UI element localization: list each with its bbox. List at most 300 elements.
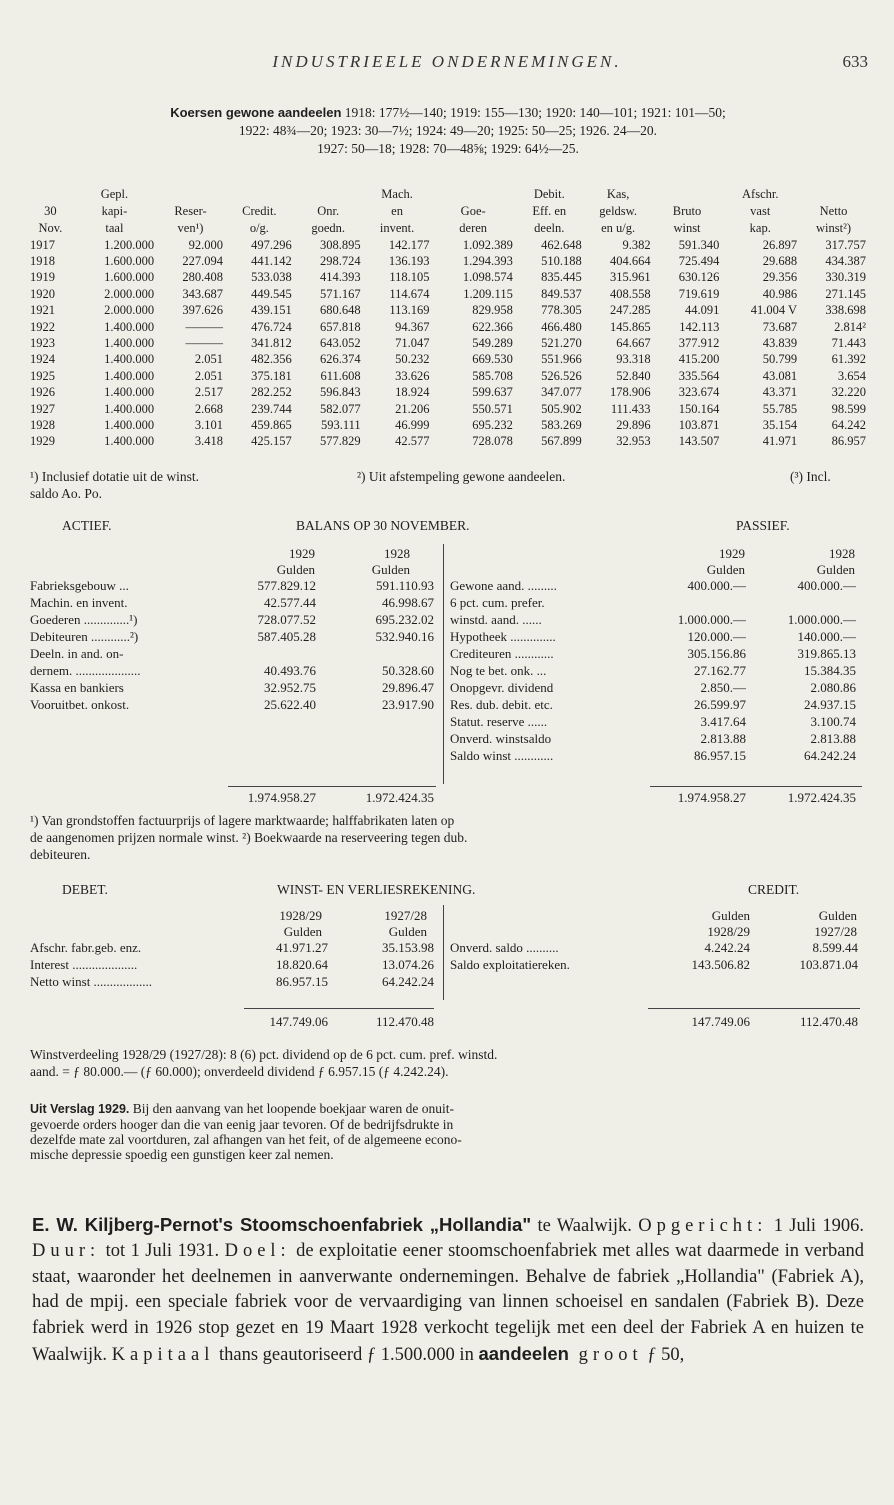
- table-cell: 43.081: [762, 368, 798, 383]
- table-cell: [225, 186, 294, 203]
- wv-debet-title: DEBET.: [62, 882, 108, 897]
- balans-note-1: ¹) Van grondstoffen factuurprijs of lagere marktwaarde; halffabrikaten laten op: [30, 813, 455, 828]
- table-cell: 462.648: [541, 237, 582, 252]
- table-row: [28, 401, 868, 417]
- table-cell: 145.865: [609, 319, 651, 334]
- table-cell: 18.924: [395, 385, 430, 400]
- table-cell: 73.687: [762, 319, 798, 334]
- balans-year-1-right: 1929: [719, 546, 745, 561]
- list-item-value: 32.952.75: [264, 680, 316, 695]
- table-cell: 50.232: [395, 352, 430, 367]
- table-cell: 1924: [30, 352, 55, 367]
- table-cell: 29.896: [616, 417, 651, 432]
- table-cell: 1929: [30, 434, 55, 449]
- balans-total-rule-left: [228, 786, 436, 787]
- table-cell: 375.181: [251, 368, 292, 383]
- list-item-label: winstd. aand. ......: [450, 612, 542, 627]
- table-cell: 50.799: [762, 352, 798, 367]
- table-cell: 98.599: [831, 401, 866, 416]
- table-cell: 593.111: [320, 417, 361, 432]
- main-financial-table: [28, 186, 868, 450]
- table-cell: 695.232: [472, 417, 513, 432]
- table-cell: 521.270: [541, 336, 582, 351]
- table-cell: 280.408: [182, 270, 223, 285]
- table-cell: 44.091: [685, 303, 720, 318]
- table-cell: 1.400.000: [104, 352, 155, 367]
- list-item-label: Netto winst ..................: [30, 974, 153, 989]
- table-row: [28, 253, 868, 269]
- wv-year-1-right: 1928/29: [707, 924, 750, 939]
- table-row: [28, 237, 868, 253]
- table-cell: 1.400.000: [104, 319, 155, 334]
- table-cell: 1.400.000: [104, 336, 155, 351]
- groot-value: ƒ 50,: [642, 1345, 685, 1366]
- company-paragraph: [32, 1212, 864, 1368]
- list-item-value: 40.493.76: [264, 663, 316, 678]
- list-item-label: Onverd. winstsaldo: [450, 731, 552, 746]
- table-cell: 3.654: [837, 368, 866, 383]
- table-cell: [432, 186, 515, 203]
- wv-year-2-right: 1927/28: [814, 924, 857, 939]
- table-cell: Debit.: [533, 187, 565, 201]
- table-cell: 32.220: [831, 385, 866, 400]
- table-cell: 42.577: [395, 434, 430, 449]
- table-cell: 1925: [30, 368, 55, 383]
- table-cell: 728.078: [472, 434, 513, 449]
- table-cell: 567.899: [541, 434, 582, 449]
- table-cell: 643.052: [320, 336, 361, 351]
- table-row: [28, 270, 868, 286]
- table-cell: 43.371: [762, 385, 798, 400]
- verslag-line1: Bij den aanvang van het loopende boekjaar waren de onuit-: [129, 1101, 455, 1116]
- list-item-label: Afschr. fabr.geb. enz.: [30, 940, 142, 955]
- table-cell: 282.252: [251, 385, 292, 400]
- table-cell: 338.698: [825, 303, 866, 318]
- wv-total-right-1: 147.749.06: [691, 1014, 750, 1029]
- table-cell: 551.966: [541, 352, 582, 367]
- list-item-value: 15.384.35: [804, 663, 856, 678]
- list-item-label: Goederen ..............¹): [30, 612, 138, 627]
- list-item-value: 2.850.—: [700, 680, 746, 695]
- verslag-line4: mische depressie spoedig een gunstigen keer zal nemen.: [30, 1147, 334, 1162]
- table-cell: 439.151: [251, 303, 292, 318]
- table-cell: 52.840: [616, 368, 651, 383]
- list-item-label: Onverd. saldo ..........: [450, 940, 559, 955]
- table-cell: 1.600.000: [104, 270, 155, 285]
- table-cell: 41.004 V: [750, 303, 798, 318]
- verslag-paragraph: [30, 1101, 866, 1162]
- table-cell: 2.051: [194, 368, 223, 383]
- table-cell: Onr.: [317, 204, 340, 218]
- table-cell: 247.285: [609, 303, 651, 318]
- list-item-value: 35.153.98: [382, 940, 434, 955]
- table-cell: Eff. en: [532, 204, 567, 218]
- balans-year-2-right: 1928: [829, 546, 855, 561]
- wv-credit-title: CREDIT.: [748, 882, 800, 897]
- opgericht-label: Opgericht:: [638, 1216, 768, 1236]
- table-cell: 2.000.000: [104, 286, 155, 301]
- table-cell: Gepl.: [100, 187, 129, 201]
- duur-value: tot 1 Juli 1931.: [100, 1241, 225, 1262]
- list-item-label: Res. dub. debit. etc.: [450, 697, 553, 712]
- table-cell: 657.818: [320, 319, 361, 334]
- wv-unit-2-left: Gulden: [388, 924, 427, 939]
- list-item-value: 3.100.74: [810, 714, 856, 729]
- balans-passief-title: PASSIEF.: [736, 518, 790, 533]
- winstverdeeling-line2: aand. = ƒ 80.000.— (ƒ 60.000); onverdeeld dividend ƒ 6.957.15 (ƒ 4.242.24).: [30, 1064, 449, 1079]
- list-item-value: 1.000.000.—: [677, 612, 746, 627]
- table-cell: 317.757: [825, 237, 866, 252]
- table-cell: 94.367: [395, 319, 430, 334]
- footnote-b: ²) Uit afstempeling gewone aandeelen.: [357, 469, 566, 484]
- table-cell: 449.545: [251, 286, 292, 301]
- table-cell: 1919: [30, 270, 55, 285]
- table-cell: 227.094: [182, 254, 223, 269]
- table-cell: Afschr.: [742, 187, 779, 201]
- table-cell: 476.724: [251, 319, 292, 334]
- table-cell: 315.961: [609, 270, 651, 285]
- table-cell: 1.098.574: [462, 270, 513, 285]
- table-cell: 93.318: [616, 352, 651, 367]
- table-cell: 103.871: [678, 417, 720, 432]
- table-cell: 29.688: [762, 254, 798, 269]
- list-item-label: Deeln. in and. on-: [30, 646, 124, 661]
- list-item-value: 29.896.47: [382, 680, 434, 695]
- table-cell: winst: [673, 221, 701, 235]
- wv-title: WINST- EN VERLIESREKENING.: [277, 882, 476, 897]
- table-cell: 425.157: [251, 434, 292, 449]
- table-cell: Mach.: [381, 187, 413, 201]
- table-cell: 150.164: [678, 401, 720, 416]
- page-number: 633: [842, 52, 868, 71]
- table-cell: 178.906: [609, 385, 651, 400]
- koersen-line2: 1922: 48¾—20; 1923: 30—7½; 1924: 49—20; 1925: 50—25; 1926. 24—20.: [238, 123, 658, 138]
- balans-total-right-1: 1.974.958.27: [677, 790, 746, 805]
- verslag-label: Uit Verslag 1929.: [30, 1102, 130, 1116]
- table-cell: en: [391, 204, 403, 218]
- table-cell: 408.558: [609, 286, 651, 301]
- table-cell: 1.400.000: [104, 385, 155, 400]
- table-cell: 64.242: [831, 417, 866, 432]
- table-cell: [294, 186, 363, 203]
- list-item-value: 2.080.86: [810, 680, 856, 695]
- list-item-label: Statut. reserve ......: [450, 714, 548, 729]
- verslag-line3: dezelfde mate zal voortduren, zal afhangen van het feit, of de algemeene econo-: [30, 1132, 462, 1147]
- table-cell: 397.626: [182, 303, 223, 318]
- koersen-line3: 1927: 50—18; 1928: 70—48⅝; 1929: 64½—25.: [317, 141, 579, 156]
- table-cell: deren: [459, 221, 488, 235]
- table-row: [28, 286, 868, 302]
- list-item-label: Gewone aand. .........: [450, 578, 557, 593]
- table-cell: 29.356: [762, 270, 798, 285]
- table-cell: 92.000: [188, 237, 223, 252]
- table-cell: 142.113: [679, 319, 720, 334]
- table-cell: [28, 186, 73, 203]
- table-cell: 1926: [30, 385, 55, 400]
- balans-total-rule-right: [650, 786, 862, 787]
- list-item-label: Hypotheek ..............: [450, 629, 556, 644]
- table-cell: 21.206: [395, 401, 430, 416]
- table-cell: 441.142: [251, 254, 292, 269]
- list-item-value: 140.000.—: [797, 629, 856, 644]
- table-cell: 725.494: [678, 254, 720, 269]
- table-cell: 415.200: [678, 352, 720, 367]
- table-row: [28, 352, 868, 368]
- table-cell: 1923: [30, 336, 55, 351]
- table-cell: [799, 186, 868, 203]
- list-item-value: 319.865.13: [797, 646, 856, 661]
- table-cell: 40.986: [762, 286, 798, 301]
- table-cell: 2.051: [194, 352, 223, 367]
- table-cell: 113.169: [389, 303, 430, 318]
- list-item-value: 400.000.—: [687, 578, 746, 593]
- list-item-value: 728.077.52: [257, 612, 316, 627]
- table-cell: 298.724: [320, 254, 361, 269]
- table-cell: Nov.: [38, 221, 63, 235]
- table-cell: 533.038: [251, 270, 292, 285]
- table-cell: 622.366: [472, 319, 513, 334]
- table-cell: 1928: [30, 417, 55, 432]
- table-cell: 26.897: [762, 237, 798, 252]
- table-cell: [653, 186, 722, 203]
- table-cell: 3.101: [194, 417, 223, 432]
- table-cell: 596.843: [320, 385, 361, 400]
- table-cell: 41.971: [762, 434, 798, 449]
- list-item-value: 8.599.44: [812, 940, 858, 955]
- table-cell: 347.077: [541, 385, 582, 400]
- list-item-label: dernem. ....................: [30, 663, 141, 678]
- balans-note-2: de aangenomen prijzen normale winst. ²) Boekwaarde na reserveering tegen dub.: [30, 830, 468, 845]
- table-cell: 2.814²: [834, 319, 866, 334]
- table-cell: 1.200.000: [104, 237, 155, 252]
- table-cell: 61.392: [831, 352, 866, 367]
- table-cell: 1927: [30, 401, 55, 416]
- table-cell: 835.445: [541, 270, 582, 285]
- table-cell: 1.209.115: [463, 286, 513, 301]
- groot-label: groot: [568, 1345, 643, 1366]
- list-item-label: 6 pct. cum. prefer.: [450, 595, 545, 610]
- table-cell: 330.319: [825, 270, 866, 285]
- table-row: [28, 303, 868, 319]
- verslag-line2: gevoerde orders hooger dan die van eenig jaar tevoren. Of de bedrijfsdrukte in: [30, 1117, 454, 1132]
- wv-unit-1-left: Gulden: [283, 924, 322, 939]
- list-item-value: 41.971.27: [276, 940, 328, 955]
- table-cell: 71.047: [395, 336, 430, 351]
- balans-total-left-1: 1.974.958.27: [247, 790, 316, 805]
- table-cell: 1922: [30, 319, 55, 334]
- list-item-label: Saldo exploitatiereken.: [450, 957, 570, 972]
- list-item-label: Fabrieksgebouw ...: [30, 578, 129, 593]
- table-cell: 1.400.000: [104, 401, 155, 416]
- table-cell: en u/g.: [601, 221, 636, 235]
- list-item-value: 26.599.97: [694, 697, 746, 712]
- table-cell: o/g.: [249, 221, 269, 235]
- koersen-block: [30, 104, 866, 158]
- table-cell: 1.294.393: [462, 254, 513, 269]
- table-cell: 434.387: [825, 254, 866, 269]
- table-cell: 404.664: [609, 254, 651, 269]
- list-item-value: 25.622.40: [264, 697, 316, 712]
- table-cell: vast: [750, 204, 771, 218]
- opgericht-value: 1 Juli 1906.: [767, 1216, 864, 1236]
- wv-unit-2-right: Gulden: [818, 908, 857, 923]
- table-cell: 505.902: [541, 401, 582, 416]
- koersen-label: Koersen gewone aandeelen: [170, 105, 342, 120]
- wv-unit-1-right: Gulden: [711, 908, 750, 923]
- balans-unit-2-right: Gulden: [816, 562, 855, 577]
- wv-total-rule-left: [244, 1008, 434, 1009]
- table-cell: 459.865: [251, 417, 292, 432]
- table-cell: Bruto: [672, 204, 702, 218]
- balans-year-2-left: 1928: [384, 546, 410, 561]
- table-cell: 9.382: [622, 237, 651, 252]
- list-item-label: Vooruitbet. onkost.: [30, 697, 130, 712]
- list-item-value: 27.162.77: [694, 663, 746, 678]
- table-row: [28, 368, 868, 384]
- table-cell: 549.289: [472, 336, 513, 351]
- koersen-line1: 1918: 177½—140; 1919: 155—130; 1920: 140—101; 1921: 101—50;: [341, 105, 726, 120]
- table-header-row: [28, 186, 868, 203]
- table-cell: 239.744: [251, 401, 292, 416]
- winstverdeeling-line1: Winstverdeeling 1928/29 (1927/28): 8 (6) pct. dividend op de 6 pct. cum. pref. winstd.: [30, 1047, 498, 1062]
- balans-note-3: debiteuren.: [30, 847, 91, 862]
- table-cell: 1921: [30, 303, 55, 318]
- table-cell: Credit.: [242, 204, 277, 218]
- table-cell: Netto: [819, 204, 848, 218]
- table-cell: 585.708: [472, 368, 513, 383]
- table-row: [28, 434, 868, 450]
- balans-year-1-left: 1929: [289, 546, 315, 561]
- duur-label: Duur:: [32, 1241, 101, 1262]
- table-cell: 414.393: [320, 270, 361, 285]
- table-cell: 719.619: [678, 286, 720, 301]
- table-row: [28, 319, 868, 335]
- wv-total-left-2: 112.470.48: [375, 1014, 434, 1029]
- table-cell: 114.674: [389, 286, 430, 301]
- table-cell: 142.177: [388, 237, 430, 252]
- table-cell: 323.674: [678, 385, 720, 400]
- list-item-label: Nog te bet. onk. ...: [450, 663, 547, 678]
- table-cell: 669.530: [472, 352, 513, 367]
- list-item-value: 2.813.88: [810, 731, 856, 746]
- footnote-d: saldo Ao. Po.: [30, 486, 103, 501]
- table-cell: 599.637: [472, 385, 513, 400]
- table-cell: 86.957: [831, 434, 866, 449]
- doel-label: Doel:: [224, 1241, 291, 1262]
- table-cell: 2.517: [194, 385, 223, 400]
- balans-unit-2-left: Gulden: [371, 562, 410, 577]
- table-cell: 308.895: [320, 237, 361, 252]
- table-cell: 778.305: [541, 303, 582, 318]
- table-cell: 510.188: [541, 254, 582, 269]
- list-item-label: Saldo winst ............: [450, 748, 554, 763]
- table-cell: 1.600.000: [104, 254, 155, 269]
- table-cell: winst²): [816, 221, 852, 235]
- table-cell: ———: [185, 319, 223, 334]
- table-cell: taal: [105, 221, 124, 235]
- list-item-value: 400.000.—: [797, 578, 856, 593]
- table-cell: 64.667: [616, 336, 651, 351]
- table-row: [28, 385, 868, 401]
- wv-total-rule-right: [648, 1008, 860, 1009]
- list-item-value: 86.957.15: [694, 748, 746, 763]
- list-item-value: 143.506.82: [691, 957, 750, 972]
- table-cell: 32.953: [616, 434, 651, 449]
- table-cell: 2.000.000: [104, 303, 155, 318]
- list-item-value: 64.242.24: [804, 748, 856, 763]
- table-cell: 341.812: [251, 336, 292, 351]
- table-cell: 526.526: [541, 368, 582, 383]
- table-cell: 33.626: [395, 368, 430, 383]
- wv-total-left-1: 147.749.06: [269, 1014, 328, 1029]
- table-cell: 43.839: [762, 336, 798, 351]
- balans-title: BALANS OP 30 NOVEMBER.: [296, 518, 470, 533]
- table-cell: 497.296: [251, 237, 292, 252]
- table-cell: 1917: [30, 237, 55, 252]
- table-cell: 680.648: [320, 303, 361, 318]
- table-cell: 1918: [30, 254, 55, 269]
- table-cell: kapi-: [101, 204, 128, 218]
- table-cell: 71.443: [831, 336, 866, 351]
- table-header-row: [28, 220, 868, 237]
- list-item-value: 24.937.15: [804, 697, 856, 712]
- list-item-value: 18.820.64: [276, 957, 328, 972]
- table-cell: 1.400.000: [104, 368, 155, 383]
- list-item-value: 577.829.12: [257, 578, 316, 593]
- company-location: te Waalwijk.: [531, 1216, 639, 1236]
- table-row: [28, 417, 868, 433]
- wv-year-2-left: 1927/28: [384, 908, 427, 923]
- footnote-a: ¹) Inclusief dotatie uit de winst.: [30, 469, 200, 484]
- table-header-row: [28, 203, 868, 220]
- table-cell: 829.958: [472, 303, 513, 318]
- table-cell: [156, 186, 225, 203]
- doel-text: de exploitatie eener stoomschoenfabriek met alles wat daarmede in verband staat, waaronder het deelnemen in aanverwante ondernemingen. Behalve de fabriek „Hollandia" (Fabriek A), had de mpij. een speciale fabriek voor de vervaardiging van linnen schoeisel en sandalen (Fabriek B). Deze fabriek werd in 1926 stop gezet en 19 Maart 1928 verkocht tegelijk met een deel der Fabriek A en huizen te Waalwijk.: [32, 1241, 865, 1366]
- list-item-value: 42.577.44: [264, 595, 316, 610]
- table-cell: 611.608: [320, 368, 361, 383]
- table-cell: 30: [44, 204, 57, 218]
- page-header-title: INDUSTRIEELE ONDERNEMINGEN.: [272, 52, 622, 71]
- list-item-value: 4.242.24: [704, 940, 750, 955]
- list-item-value: 3.417.64: [700, 714, 746, 729]
- table-cell: invent.: [379, 221, 415, 235]
- table-cell: 1.400.000: [104, 434, 155, 449]
- table-cell: 35.154: [762, 417, 798, 432]
- list-item-label: Crediteuren ............: [450, 646, 554, 661]
- table-cell: ———: [185, 336, 223, 351]
- table-cell: 630.126: [678, 270, 720, 285]
- list-item-value: 13.074.26: [382, 957, 434, 972]
- list-item-label: Debiteuren ............²): [30, 629, 139, 644]
- list-item-label: Kassa en bankiers: [30, 680, 124, 695]
- list-item-value: 103.871.04: [799, 957, 858, 972]
- table-cell: geldsw.: [599, 204, 637, 218]
- table-cell: 591.340: [678, 237, 720, 252]
- table-cell: 335.564: [678, 368, 720, 383]
- table-cell: 582.077: [320, 401, 361, 416]
- list-item-label: Interest ....................: [30, 957, 138, 972]
- list-item-value: 23.917.90: [382, 697, 434, 712]
- kapitaal-label: Kapitaal: [111, 1345, 215, 1366]
- table-cell: 271.145: [825, 286, 866, 301]
- list-item-value: 532.940.16: [375, 629, 434, 644]
- table-cell: 550.571: [472, 401, 513, 416]
- table-cell: 1.092.389: [462, 237, 513, 252]
- list-item-label: Machin. en invent.: [30, 595, 128, 610]
- table-cell: kap.: [749, 221, 771, 235]
- list-item-value: 1.000.000.—: [787, 612, 856, 627]
- table-cell: 466.480: [541, 319, 582, 334]
